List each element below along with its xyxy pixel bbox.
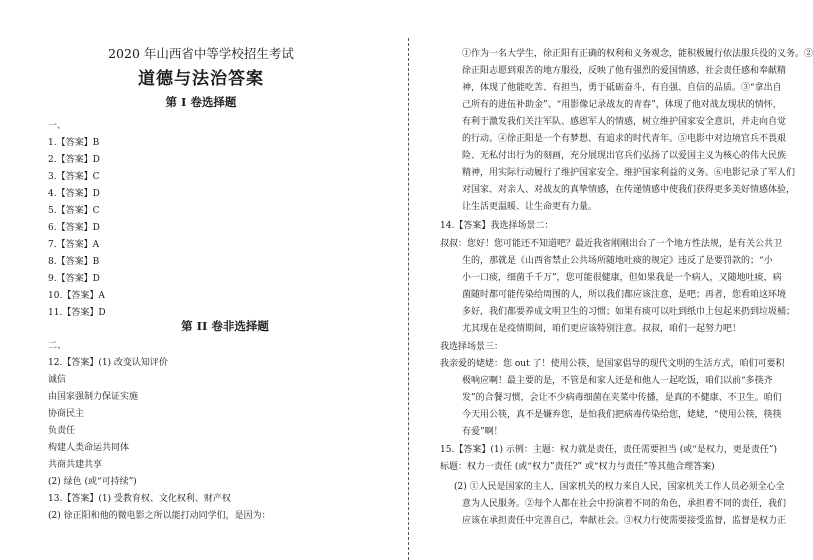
q14-answer-header: 14.【答案】我选择场景二：	[440, 221, 554, 231]
q14-answer-line: 发”的合餐习惯，会让不少病毒细菌在夹菜中传播，是真的不健康、不卫生。咱们	[462, 393, 782, 403]
q14-answer-line: 有爱”啊！	[462, 427, 503, 437]
q14-answer-line: 菌随时都可能传染给周围的人，所以我们都应该注意，是吧；再者，您看咱这环境	[462, 290, 787, 300]
q12-line: (2) 绿色 (或“可持续”)	[48, 477, 137, 487]
answer-item: 1.【答案】B	[48, 138, 100, 148]
section2-label: 二、	[48, 341, 67, 351]
q12-line: 由国家强制力保证实施	[48, 392, 139, 402]
q13-answer-line: 有利于激发我们关注军队、感恩军人的情感，树立维护国家安全意识，并走向自觉	[462, 117, 787, 127]
answer-item: 2.【答案】D	[48, 155, 100, 165]
q15-answer-line: 应该在承担责任中完善自己，奉献社会。③权力行使需要接受监督，监督是权力正	[462, 516, 787, 526]
answer-item: 9.【答案】D	[48, 274, 100, 284]
q12-line: 构建人类命运共同体	[48, 443, 130, 453]
answer-item: 6.【答案】D	[48, 223, 100, 233]
q14-answer-line: 多好，我们都要养成文明卫生的习惯；如果有痰可以吐到纸巾上包起来扔到垃圾桶；	[462, 307, 796, 317]
q15-answer-line: 15.【答案】(1) 示例：主题：权力就是责任，责任需要担当 (或“是权力，更是责任”)	[440, 445, 778, 455]
right-column	[414, 0, 813, 560]
answer-item: 11.【答案】D	[48, 308, 106, 318]
q13-answer-line: 徐正阳志愿到艰苦的地方服役，反映了他有强烈的爱国情感、社会责任感和奉献精	[462, 66, 787, 76]
q14-answer-line: 我亲爱的姥姥：您 out 了！使用公筷，是国家倡导的现代文明的生活方式，咱们可要积	[440, 359, 785, 369]
answer-item: 4.【答案】D	[48, 189, 100, 199]
q15-answer-line: 标题：权力一责任 (或“权力”责任?” 或“权力与责任”等其他合理答案)	[440, 462, 715, 472]
q13-answer-line: 险、无私付出行为的刻画，充分展现出官兵们弘扬了以爱国主义为核心的伟大民族	[462, 151, 787, 161]
column-divider	[408, 38, 409, 560]
q14-answer-line: 生的，那就是《山西省禁止公共场所随地吐痰的规定》违反了是要罚款的；“小	[462, 256, 773, 266]
answer-item: 10.【答案】A	[48, 291, 105, 301]
subject-title: 道德与法治答案	[138, 69, 264, 89]
q13-answer-line: 己所有的进伍补助金”、“用影像记录战友的青春”，体现了他对战友现状的情怀，	[462, 100, 782, 110]
q13-answer-line: 的行动。④徐正阳是一个有梦想、有追求的时代青年。⑤电影中对边境官兵不畏艰	[462, 134, 787, 144]
q14-answer-line: 叔叔：您好！您可能还不知道吧？最近我省刚刚出台了一个地方性法规，是有关公共卫	[440, 239, 783, 249]
q12-line: 负责任	[48, 426, 76, 436]
q13-line: 13.【答案】(1) 受教育权、文化权利、财产权	[48, 494, 231, 504]
q14-answer-line: 小一口痰，细菌千千万”，您可能很健康，但如果我是一个病人，又随地吐痰，病	[462, 273, 782, 283]
q13-answer-line: 精神，用实际行动履行了维护国家安全、维护国家利益的义务。⑥电影记录了军人们	[462, 168, 796, 178]
section2-title: 第 II 卷非选择题	[181, 319, 269, 333]
q14-answer-line: 尤其现在是疫情期间，咱们更应该特别注意。叔叔，咱们一起努力吧！	[462, 324, 742, 334]
section1-title: 第 I 卷选择题	[165, 95, 237, 109]
q13-answer-line: 神，体现了他能吃苦、有担当，勇于砥砺奋斗，有自强、自信的品质。③“拿出自	[462, 83, 782, 93]
q12-line: 协商民主	[48, 409, 85, 419]
exam-title: 2020 年山西省中等学校招生考试	[108, 46, 294, 61]
answer-item: 3.【答案】C	[48, 172, 100, 182]
answer-item: 5.【答案】C	[48, 206, 100, 216]
q12-line: 共商共建共享	[48, 460, 103, 470]
answer-item: 8.【答案】B	[48, 257, 100, 267]
q13-answer-line: 对国家、对亲人、对战友的真挚情感，在传递情感中使我们获得更多美好情感体验，	[462, 185, 796, 195]
answer-item: 7.【答案】A	[48, 240, 100, 250]
q15-answer-line: (2) ①人民是国家的主人，国家机关的权力来自人民，国家机关工作人员必须全心全	[454, 482, 785, 492]
q13-line: (2) 徐正阳和他的微电影之所以能打动同学们，是因为：	[48, 511, 271, 521]
q12-line: 12.【答案】(1) 改变认知评价	[48, 358, 168, 368]
q15-answer-line: 意为人民服务。②每个人都在社会中扮演着不同的角色，承担着不同的责任，我们	[462, 499, 787, 509]
section1-label: 一、	[48, 121, 67, 131]
q14-answer-line: 今天用公筷，真不是嫌弃您，是怕我们把病毒传染给您，姥姥，“使用公筷，筷筷	[462, 410, 782, 420]
q14-answer-line: 极响应啊！最主要的是，不管是和家人还是和他人一起吃饭，咱们以前“多筷齐	[462, 376, 773, 386]
q12-line: 诚信	[48, 375, 67, 385]
left-column	[0, 0, 402, 560]
q14-answer-header: 我选择场景三：	[440, 342, 504, 352]
q13-answer-line: 让生活更温暖、让生命更有力量。	[462, 202, 598, 212]
q13-answer-line: ①作为一名大学生，徐正阳有正确的权利和义务观念，能积极履行依法服兵役的义务。②	[462, 49, 813, 59]
